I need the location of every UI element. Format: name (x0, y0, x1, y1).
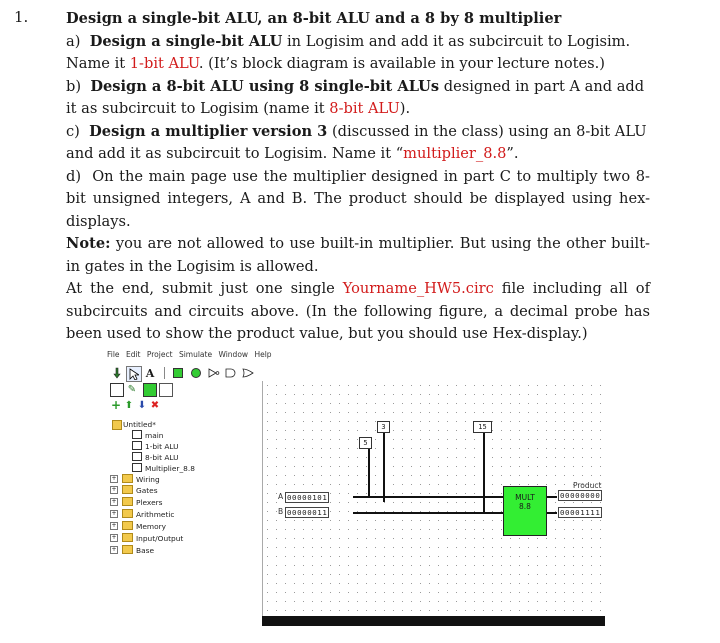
output-pin-high[interactable]: 00000000 (560, 491, 601, 500)
input-b-label: B (278, 507, 284, 516)
explorer-panel (110, 417, 260, 626)
circuit-canvas[interactable] (262, 381, 606, 626)
project-folder-icon (112, 420, 122, 430)
name-multiplier: multiplier_8.8 (403, 145, 507, 162)
note: Note: you are not allowed to use built-in multiplier. But using the other built-in gates in the Logisim is allowed. (66, 235, 650, 275)
circuit-icon (132, 430, 142, 439)
output-product-label: Product (573, 481, 602, 490)
name-1bit-alu: 1-bit ALU (129, 55, 199, 72)
output-pin-low[interactable]: 00001111 (560, 508, 601, 517)
multiplier-block[interactable] (503, 486, 547, 536)
wire (547, 496, 557, 498)
submit-instructions: At the end, submit just one single Yourname_HW5.circ file including all of subcircuits and circuits above. (In the following figure, a decimal probe has been used to show the product value, but you should use Hex-display.) (66, 280, 650, 342)
edit-layout-icon[interactable]: ✎ (127, 383, 137, 395)
logisim-screenshot (103, 350, 605, 626)
input-pin-a[interactable]: 00000101 (287, 493, 328, 502)
submit-filename: Yourname_HW5.circ (342, 280, 494, 297)
input-a-label: A (278, 492, 284, 501)
folder-icon (122, 533, 133, 542)
part-d: d) On the main page use the multiplier designed in part C to multiply two 8-bit unsigned integers, A and B. The product should be displayed using hex-displays. (66, 167, 650, 230)
appearance-edit-icon[interactable] (159, 383, 173, 397)
menu-window[interactable]: Window (218, 350, 249, 359)
folder-icon (122, 485, 133, 494)
tree-lib-wiring[interactable]: Wiring (122, 474, 160, 484)
tree-circuit-8bit-alu[interactable]: 8-bit ALU (132, 452, 179, 462)
folder-icon (122, 509, 133, 518)
wire (483, 426, 485, 512)
tree-lib-plexers[interactable]: Plexers (122, 497, 163, 507)
tree-circuit-main[interactable]: main (132, 430, 163, 440)
part-a: a) Design a single-bit ALU in Logisim and add it as subcircuit to Logisim. Name it 1-bit ALU. (It’s block diagram is available in your lecture notes.) (66, 32, 631, 72)
add-circuit-icon[interactable]: + (110, 398, 122, 412)
wire (353, 512, 503, 514)
tree-lib-memory[interactable]: Memory (122, 521, 166, 531)
name-8bit-alu: 8-bit ALU (329, 100, 400, 117)
delete-circuit-icon[interactable]: ✖ (150, 399, 160, 411)
expand-icon[interactable]: + (111, 486, 117, 493)
expand-icon[interactable]: + (111, 534, 117, 541)
expand-icon[interactable]: + (111, 546, 117, 553)
tree-root[interactable]: Untitled* (123, 420, 156, 429)
circuit-icon[interactable] (110, 383, 124, 397)
folder-icon (122, 474, 133, 483)
expand-icon[interactable]: + (111, 510, 117, 517)
wire (547, 512, 557, 514)
folder-icon (122, 497, 133, 506)
folder-icon (122, 521, 133, 530)
wire (368, 444, 370, 496)
expand-icon[interactable]: + (111, 498, 117, 505)
input-pin-icon[interactable] (171, 366, 185, 380)
toolbar-separator (161, 366, 167, 380)
or-gate-icon[interactable] (241, 366, 255, 380)
appearance-icon[interactable] (143, 383, 157, 397)
not-gate-icon[interactable] (207, 366, 221, 380)
circuit-icon (132, 441, 142, 450)
wire (383, 426, 385, 502)
probe-a-value[interactable]: 3 (377, 421, 390, 433)
expand-icon[interactable]: + (111, 522, 117, 529)
tree-lib-arithmetic[interactable]: Arithmetic (122, 509, 175, 519)
select-tool-icon[interactable] (126, 366, 142, 382)
probe-product-value[interactable]: 15 (473, 421, 492, 433)
folder-icon (122, 545, 133, 554)
move-up-icon[interactable]: ⬆ (124, 399, 134, 411)
menu-file[interactable]: File (107, 350, 120, 359)
part-b: b) Design a 8-bit ALU using 8 single-bit ALUs designed in part A and add it as subcircuit to Logisim (name it 8-bit ALU). (66, 77, 645, 117)
question-number: 1. (14, 8, 29, 26)
status-bar (262, 616, 605, 626)
probe-b-value[interactable]: 5 (359, 437, 372, 449)
circuit-icon (132, 463, 142, 472)
move-down-icon[interactable]: ⬇ (137, 399, 147, 411)
tree-lib-input-output[interactable]: Input/Output (122, 533, 183, 543)
mult-label: MULT (515, 493, 535, 502)
menu-simulate[interactable]: Simulate (178, 350, 213, 359)
tree-lib-gates[interactable]: Gates (122, 485, 158, 495)
poke-tool-icon[interactable] (110, 366, 124, 380)
menu-project[interactable]: Project (146, 350, 173, 359)
part-c: c) Design a multiplier version 3 (discussed in the class) using an 8-bit ALU and add it as subcircuit to Logisim. Name it “multiplier_8.8”. (66, 122, 647, 162)
heading: Design a single-bit ALU, an 8-bit ALU and a 8 by 8 multiplier (66, 10, 562, 27)
menu-bar (103, 350, 605, 364)
input-pin-b[interactable]: 00000011 (287, 508, 328, 517)
circuit-icon (132, 452, 142, 461)
text-tool-icon[interactable]: A (145, 366, 155, 380)
mult-sublabel: 8.8 (519, 502, 531, 511)
and-gate-icon[interactable] (224, 366, 238, 380)
expand-icon[interactable]: + (111, 475, 117, 482)
wire (353, 496, 503, 498)
tree-circuit-1bit-alu[interactable]: 1-bit ALU (132, 441, 179, 451)
question-text (66, 8, 650, 346)
menu-help[interactable]: Help (254, 350, 272, 359)
tree-lib-base[interactable]: Base (122, 545, 154, 555)
tree-circuit-multiplier[interactable]: Multiplier_8.8 (132, 463, 195, 473)
output-pin-icon[interactable] (189, 366, 203, 380)
menu-edit[interactable]: Edit (125, 350, 141, 359)
